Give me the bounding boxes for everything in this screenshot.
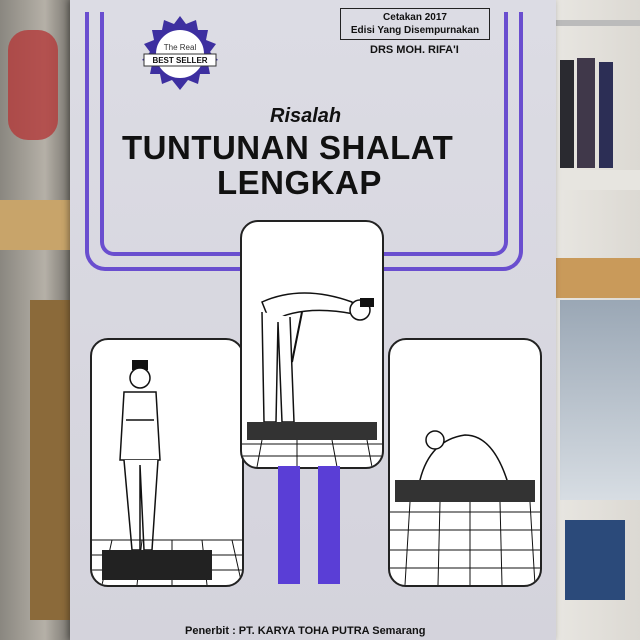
title-line2: LENGKAP bbox=[217, 164, 382, 201]
prostration-prayer-panel bbox=[388, 338, 542, 587]
red-object bbox=[8, 30, 58, 140]
book-spine bbox=[599, 62, 613, 168]
book-spine bbox=[577, 58, 595, 168]
cardboard-box bbox=[30, 300, 75, 620]
wooden-shelf bbox=[555, 258, 640, 298]
standing-figure bbox=[92, 340, 242, 585]
author-name: DRS MOH. RIFA'I bbox=[370, 44, 459, 56]
shelf-board bbox=[555, 170, 640, 190]
edition-box bbox=[340, 8, 490, 40]
shelf-board bbox=[555, 20, 640, 26]
purple-bar-right bbox=[318, 466, 340, 584]
standing-prayer-panel bbox=[90, 338, 244, 587]
book-cover bbox=[70, 0, 556, 640]
bowing-prayer-panel bbox=[240, 220, 384, 469]
edition-year: Cetakan 2017 bbox=[383, 12, 447, 23]
edition-note: Edisi Yang Disempurnakan bbox=[350, 25, 480, 36]
badge-line2: BEST SELLER bbox=[152, 56, 208, 65]
bookshelf-right bbox=[555, 0, 640, 640]
glass-cabinet bbox=[560, 300, 640, 500]
stacked-books bbox=[0, 200, 75, 250]
book-cover-blue bbox=[565, 520, 625, 600]
prostrating-figure bbox=[390, 340, 540, 585]
best-seller-badge bbox=[140, 14, 220, 94]
bookshelf-left bbox=[0, 0, 75, 640]
bowing-figure bbox=[242, 222, 382, 467]
purple-bar-left bbox=[278, 466, 300, 584]
badge-line1: The Real bbox=[163, 43, 197, 52]
title-prefix: Risalah bbox=[270, 105, 342, 127]
book-spine bbox=[560, 60, 574, 168]
badge-graphic bbox=[140, 14, 220, 94]
title-line1: TUNTUNAN SHALAT bbox=[122, 129, 454, 166]
publisher-text: Penerbit : PT. KARYA TOHA PUTRA Semarang bbox=[185, 625, 426, 637]
book-title bbox=[122, 130, 453, 200]
